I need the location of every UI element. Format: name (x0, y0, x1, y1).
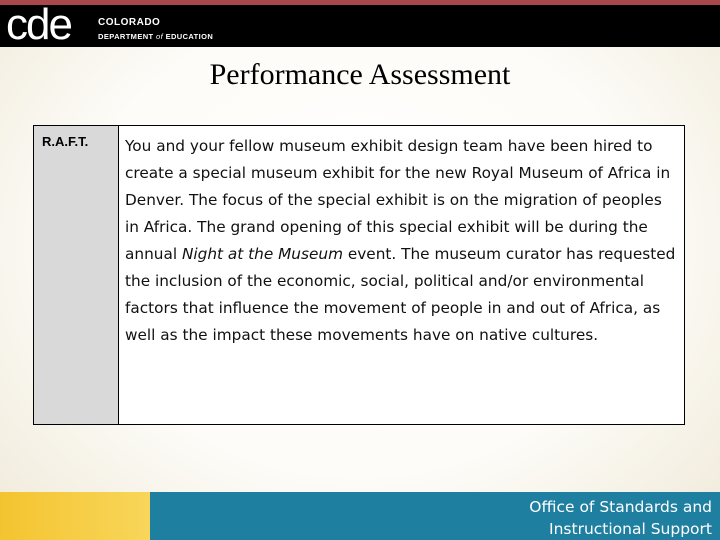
slide-title: Performance Assessment (209, 58, 511, 91)
raft-description (119, 126, 684, 424)
footer-bar (150, 492, 720, 540)
header-bar (0, 0, 720, 49)
cde-logo-text (98, 17, 213, 42)
footer-line-2: Instructional Support (549, 520, 712, 538)
raft-table (33, 125, 685, 425)
logo-department-name (98, 31, 213, 42)
cde-logo-mark: cde (6, 0, 71, 49)
description-text-part-1: You and your fellow museum exhibit design team have been hired to create a special museum exhibit for the new Royal Museum of Africa in Denver. The focus of the special exhibit is on the migration of peoples in Africa. The grand opening of this special exhibit will be during the annual (125, 137, 671, 263)
footer-line-1: Office of Standards and (529, 498, 712, 516)
logo-department-word: DEPARTMENT (98, 32, 154, 41)
event-name: Night at the Museum (181, 245, 343, 263)
logo-education-word: EDUCATION (165, 32, 214, 41)
description-text-part-2: event. The museum curator has requested the inclusion of the economic, social, political and/or environmental factors that influence the movement of people in and out of Africa, as well as the impact these movements have on native cultures. (125, 245, 676, 344)
logo-of-word: of (156, 32, 164, 41)
raft-row-label: R.A.F.T. (34, 126, 119, 424)
footer-office-name (529, 496, 712, 540)
footer-accent-block (0, 492, 150, 540)
logo-state-name: COLORADO (98, 17, 161, 28)
